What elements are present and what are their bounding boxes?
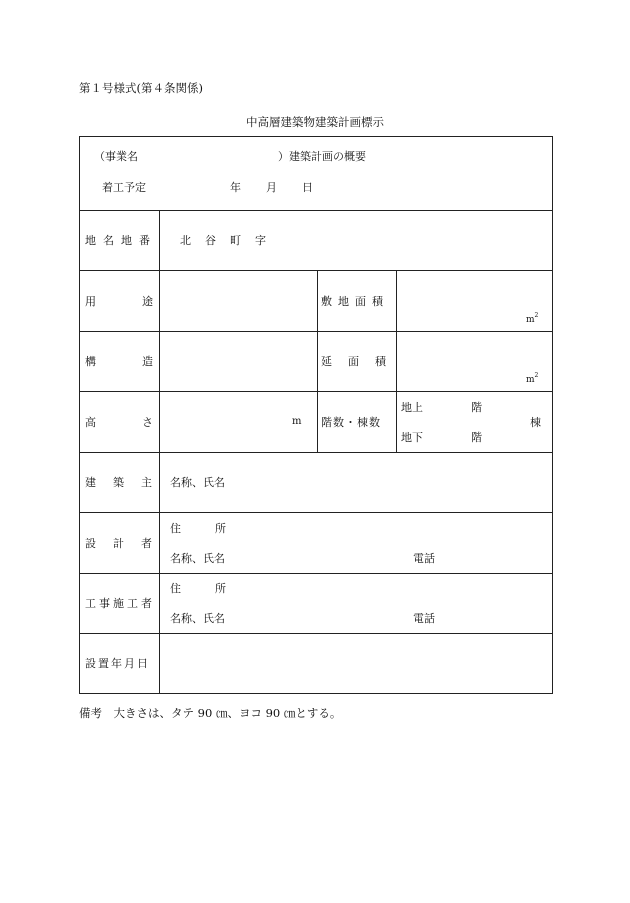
start-year: 年 — [230, 181, 241, 194]
below-ground-label: 地下 — [401, 431, 423, 444]
label-column-divider — [159, 210, 160, 693]
below-ground-floors: 階 — [471, 431, 482, 444]
project-name-open: （事業名 — [94, 150, 138, 163]
row-divider — [80, 452, 552, 453]
owner-name-label: 名称、氏名 — [170, 476, 225, 489]
start-month: 月 — [266, 181, 277, 194]
designer-name-label: 名称、氏名 — [170, 552, 225, 565]
structure-label: 構造 — [85, 355, 199, 368]
height-unit: m — [292, 416, 302, 427]
floor-area-unit: $m^2$ — [526, 372, 539, 385]
above-ground-floors: 階 — [471, 401, 482, 414]
designer-address-label: 住所 — [170, 522, 260, 535]
contractor-name-label: 名称、氏名 — [170, 612, 225, 625]
location-label: 地名地番 — [85, 234, 157, 247]
form-title: 中高層建築物建築計画標示 — [246, 115, 384, 129]
floor-area-label: 延面積 — [321, 355, 402, 368]
start-label: 着工予定 — [102, 181, 146, 194]
row-divider — [80, 210, 552, 211]
designer-label: 設計者 — [85, 537, 169, 550]
above-ground-label: 地上 — [401, 401, 423, 414]
contractor-label: 工事施工者 — [85, 597, 155, 610]
use-label-text: 用途 — [85, 295, 199, 308]
project-name-close: ）建築計画の概要 — [278, 150, 366, 163]
location-value: 北谷町字 — [180, 234, 280, 247]
start-day: 日 — [302, 181, 313, 194]
height-label: 高さ — [85, 416, 199, 429]
designer-phone-label: 電話 — [413, 552, 435, 565]
owner-label: 建築主 — [85, 476, 169, 489]
site-area-unit: $m^2$ — [526, 312, 539, 325]
form-table — [79, 136, 553, 694]
remarks-note: 備考 大きさは、タテ 90 ㎝、ヨコ 90 ㎝とする。 — [79, 706, 342, 720]
contractor-address-label: 住所 — [170, 582, 260, 595]
stories-label: 階数・棟数 — [321, 416, 381, 429]
use-label — [85, 295, 199, 308]
row-divider — [80, 633, 552, 634]
install-date-label: 設置年月日 — [85, 657, 150, 670]
mid-column-divider — [317, 270, 318, 452]
contractor-phone-label: 電話 — [413, 612, 435, 625]
row-divider — [80, 512, 552, 513]
building-count-label: 棟 — [530, 416, 541, 429]
row-divider — [80, 270, 552, 271]
row-divider — [80, 331, 552, 332]
site-area-label: 敷地面積 — [321, 295, 389, 308]
form-number: 第１号様式(第４条関係) — [79, 81, 203, 95]
row-divider — [80, 573, 552, 574]
row-divider — [80, 391, 552, 392]
